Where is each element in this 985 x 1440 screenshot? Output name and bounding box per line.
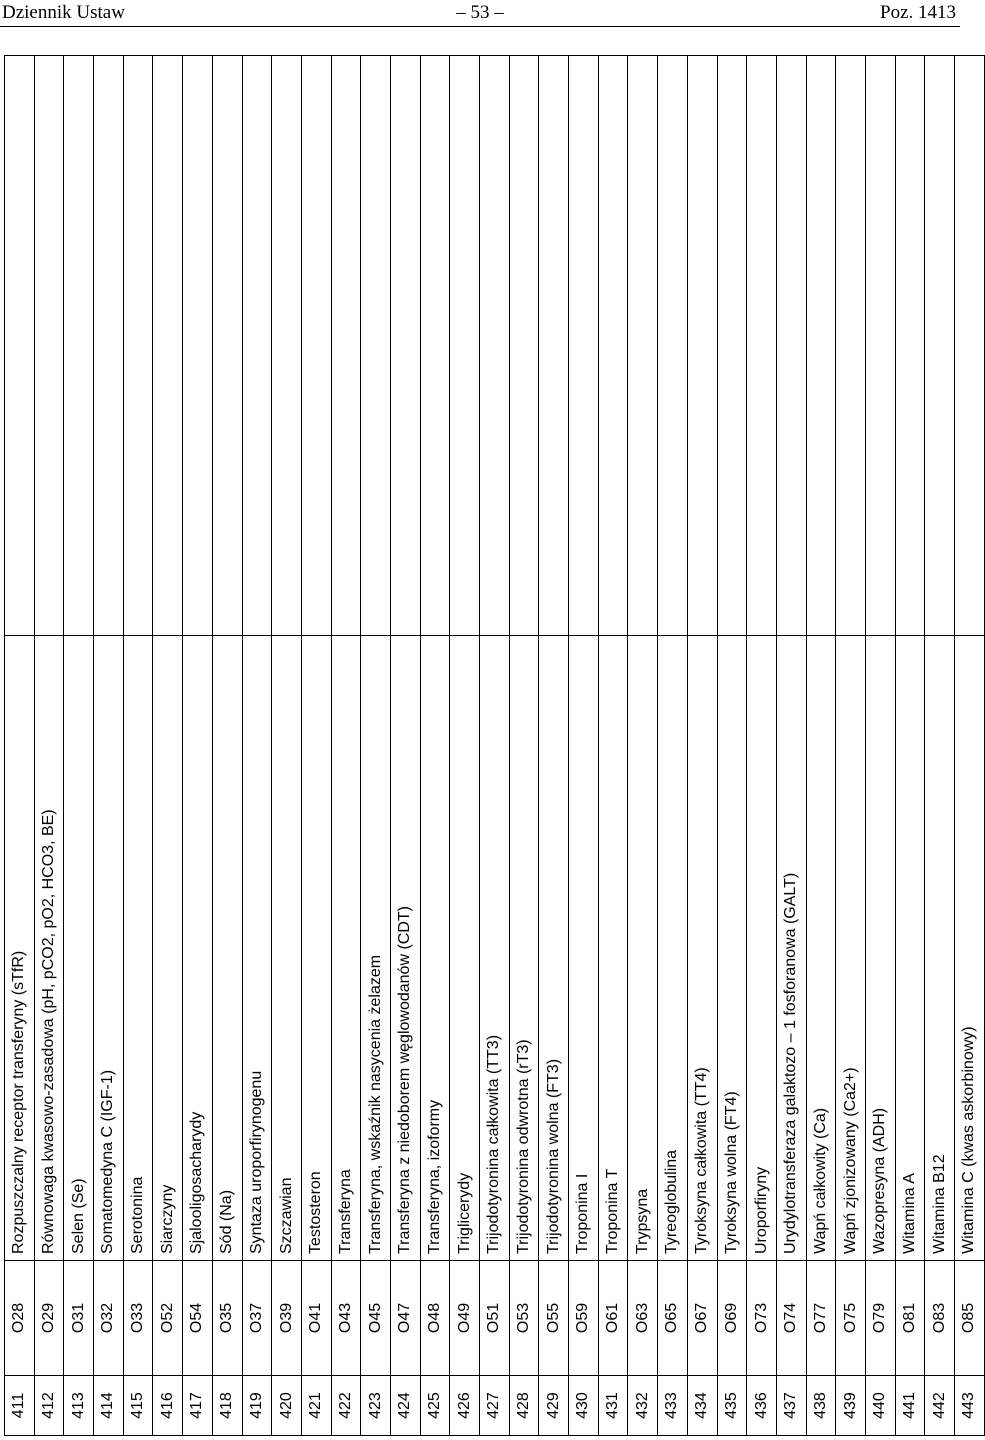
page-header [0,0,960,27]
empty-cell [628,56,658,636]
test-name-cell: Trypsyna [628,636,658,1261]
empty-cell [123,56,153,636]
row-number-cell: 422 [331,1376,361,1436]
test-name-cell: Triglicerydy [450,636,480,1261]
table-row [5,56,35,1436]
row-number-cell: 433 [658,1376,688,1436]
table-row [272,56,302,1436]
row-number-cell: 424 [390,1376,420,1436]
test-code-cell: O41 [301,1261,331,1376]
row-number-cell: 426 [450,1376,480,1436]
table-row [361,56,391,1436]
test-name-cell: Siarczyny [153,636,183,1261]
empty-cell [183,56,213,636]
row-number-cell: 425 [420,1376,450,1436]
test-code-cell: O54 [183,1261,213,1376]
test-name-cell: Wapń zjonizowany (Ca2+) [836,636,866,1261]
empty-cell [5,56,35,636]
empty-cell [539,56,569,636]
empty-cell [776,56,806,636]
test-code-cell: O28 [5,1261,35,1376]
test-name-cell: Wapń całkowity (Ca) [806,636,836,1261]
empty-cell [509,56,539,636]
row-number-cell: 429 [539,1376,569,1436]
table-row [776,56,806,1436]
row-number-cell: 431 [598,1376,628,1436]
test-code-cell: O48 [420,1261,450,1376]
test-code-cell: O52 [153,1261,183,1376]
empty-cell [301,56,331,636]
test-code-cell: O45 [361,1261,391,1376]
test-name-cell: Witamina B12 [925,636,955,1261]
test-name-cell: Syntaza uroporfirynogenu [242,636,272,1261]
test-name-cell: Troponina T [598,636,628,1261]
row-number-cell: 414 [94,1376,124,1436]
test-name-cell: Sjalooligosacharydy [183,636,213,1261]
row-number-cell: 412 [34,1376,64,1436]
table-row [598,56,628,1436]
empty-cell [420,56,450,636]
empty-cell [747,56,777,636]
test-name-cell: Sód (Na) [212,636,242,1261]
table-row [64,56,94,1436]
test-code-cell: O35 [212,1261,242,1376]
table-row [539,56,569,1436]
empty-cell [212,56,242,636]
test-name-cell: Tyreoglobulina [658,636,688,1261]
table-row [301,56,331,1436]
test-code-cell: O85 [955,1261,985,1376]
empty-cell [153,56,183,636]
test-name-cell: Trijodotyronina całkowita (TT3) [480,636,510,1261]
row-number-cell: 430 [569,1376,599,1436]
lab-tests-table [4,55,985,1436]
test-code-cell: O81 [895,1261,925,1376]
test-name-cell: Trijodotyronina wolna (FT3) [539,636,569,1261]
test-name-cell: Równowaga kwasowo-zasadowa (pH, pCO2, pO2, HCO3, BE) [34,636,64,1261]
empty-cell [64,56,94,636]
table-row [94,56,124,1436]
empty-cell [955,56,985,636]
empty-cell [658,56,688,636]
test-code-cell: O37 [242,1261,272,1376]
test-code-cell: O65 [658,1261,688,1376]
test-name-cell: Wazopresyna (ADH) [865,636,895,1261]
row-number-cell: 440 [865,1376,895,1436]
row-number-cell: 434 [687,1376,717,1436]
table-row [420,56,450,1436]
test-name-cell: Szczawian [272,636,302,1261]
table-row [628,56,658,1436]
row-number-cell: 437 [776,1376,806,1436]
test-code-cell: O83 [925,1261,955,1376]
empty-cell [925,56,955,636]
row-number-cell: 443 [955,1376,985,1436]
table-row [569,56,599,1436]
row-number-cell: 428 [509,1376,539,1436]
test-name-cell: Testosteron [301,636,331,1261]
test-name-cell: Witamina C (kwas askorbinowy) [955,636,985,1261]
row-number-cell: 415 [123,1376,153,1436]
empty-cell [806,56,836,636]
table-row [480,56,510,1436]
empty-cell [34,56,64,636]
page-number: – 53 – [456,2,504,23]
table-row [212,56,242,1436]
test-code-cell: O77 [806,1261,836,1376]
test-name-cell: Serotonina [123,636,153,1261]
row-number-cell: 442 [925,1376,955,1436]
empty-cell [94,56,124,636]
row-number-cell: 421 [301,1376,331,1436]
row-number-cell: 432 [628,1376,658,1436]
table-row [509,56,539,1436]
test-name-cell: Transferyna z niedoborem węglowodanów (CDT) [390,636,420,1261]
test-code-cell: O29 [34,1261,64,1376]
test-name-cell: Uroporfiryny [747,636,777,1261]
table-row [390,56,420,1436]
test-code-cell: O39 [272,1261,302,1376]
test-code-cell: O73 [747,1261,777,1376]
test-name-cell: Transferyna, wskaźnik nasycenia żelazem [361,636,391,1261]
row-number-cell: 438 [806,1376,836,1436]
row-number-cell: 413 [64,1376,94,1436]
test-name-cell: Transferyna, izoformy [420,636,450,1261]
test-code-cell: O67 [687,1261,717,1376]
test-name-cell: Tyroksyna całkowita (TT4) [687,636,717,1261]
test-name-cell: Tyroksyna wolna (FT4) [717,636,747,1261]
test-code-cell: O79 [865,1261,895,1376]
test-code-cell: O74 [776,1261,806,1376]
table-row [925,56,955,1436]
empty-cell [242,56,272,636]
test-code-cell: O51 [480,1261,510,1376]
row-number-cell: 423 [361,1376,391,1436]
test-code-cell: O53 [509,1261,539,1376]
row-number-cell: 435 [717,1376,747,1436]
test-code-cell: O43 [331,1261,361,1376]
empty-cell [687,56,717,636]
table-row [658,56,688,1436]
table-row [895,56,925,1436]
test-code-cell: O47 [390,1261,420,1376]
test-code-cell: O69 [717,1261,747,1376]
table-row [450,56,480,1436]
row-number-cell: 418 [212,1376,242,1436]
table-row [955,56,985,1436]
test-name-cell: Transferyna [331,636,361,1261]
empty-cell [390,56,420,636]
test-code-cell: O61 [598,1261,628,1376]
table-row [865,56,895,1436]
test-name-cell: Selen (Se) [64,636,94,1261]
test-name-cell: Somatomedyna C (IGF-1) [94,636,124,1261]
table-row [242,56,272,1436]
test-code-cell: O75 [836,1261,866,1376]
table-row [123,56,153,1436]
table-row [183,56,213,1436]
row-number-cell: 439 [836,1376,866,1436]
row-number-cell: 417 [183,1376,213,1436]
empty-cell [895,56,925,636]
empty-cell [598,56,628,636]
test-name-cell: Urydylotransferaza galaktozo – 1 fosforanowa (GALT) [776,636,806,1261]
empty-cell [272,56,302,636]
journal-title: Dziennik Ustaw [2,2,125,23]
test-code-cell: O33 [123,1261,153,1376]
table-row [331,56,361,1436]
row-number-cell: 436 [747,1376,777,1436]
row-number-cell: 419 [242,1376,272,1436]
test-code-cell: O31 [64,1261,94,1376]
test-code-cell: O63 [628,1261,658,1376]
table-row [747,56,777,1436]
row-number-cell: 416 [153,1376,183,1436]
test-code-cell: O55 [539,1261,569,1376]
table-row [34,56,64,1436]
test-name-cell: Trijodotyronina odwrotna (rT3) [509,636,539,1261]
position-number: Poz. 1413 [880,2,956,23]
rotated-table-container [4,56,978,1436]
table-row [806,56,836,1436]
empty-cell [480,56,510,636]
row-number-cell: 411 [5,1376,35,1436]
test-name-cell: Troponina I [569,636,599,1261]
row-number-cell: 441 [895,1376,925,1436]
empty-cell [865,56,895,636]
table-row [717,56,747,1436]
empty-cell [717,56,747,636]
test-code-cell: O49 [450,1261,480,1376]
test-name-cell: Rozpuszczalny receptor transferyny (sTfR) [5,636,35,1261]
test-name-cell: Witamina A [895,636,925,1261]
empty-cell [836,56,866,636]
empty-cell [361,56,391,636]
row-number-cell: 420 [272,1376,302,1436]
row-number-cell: 427 [480,1376,510,1436]
table-row [153,56,183,1436]
table-row [836,56,866,1436]
test-code-cell: O59 [569,1261,599,1376]
empty-cell [569,56,599,636]
table-row [687,56,717,1436]
test-code-cell: O32 [94,1261,124,1376]
table-body [5,56,985,1436]
empty-cell [450,56,480,636]
empty-cell [331,56,361,636]
